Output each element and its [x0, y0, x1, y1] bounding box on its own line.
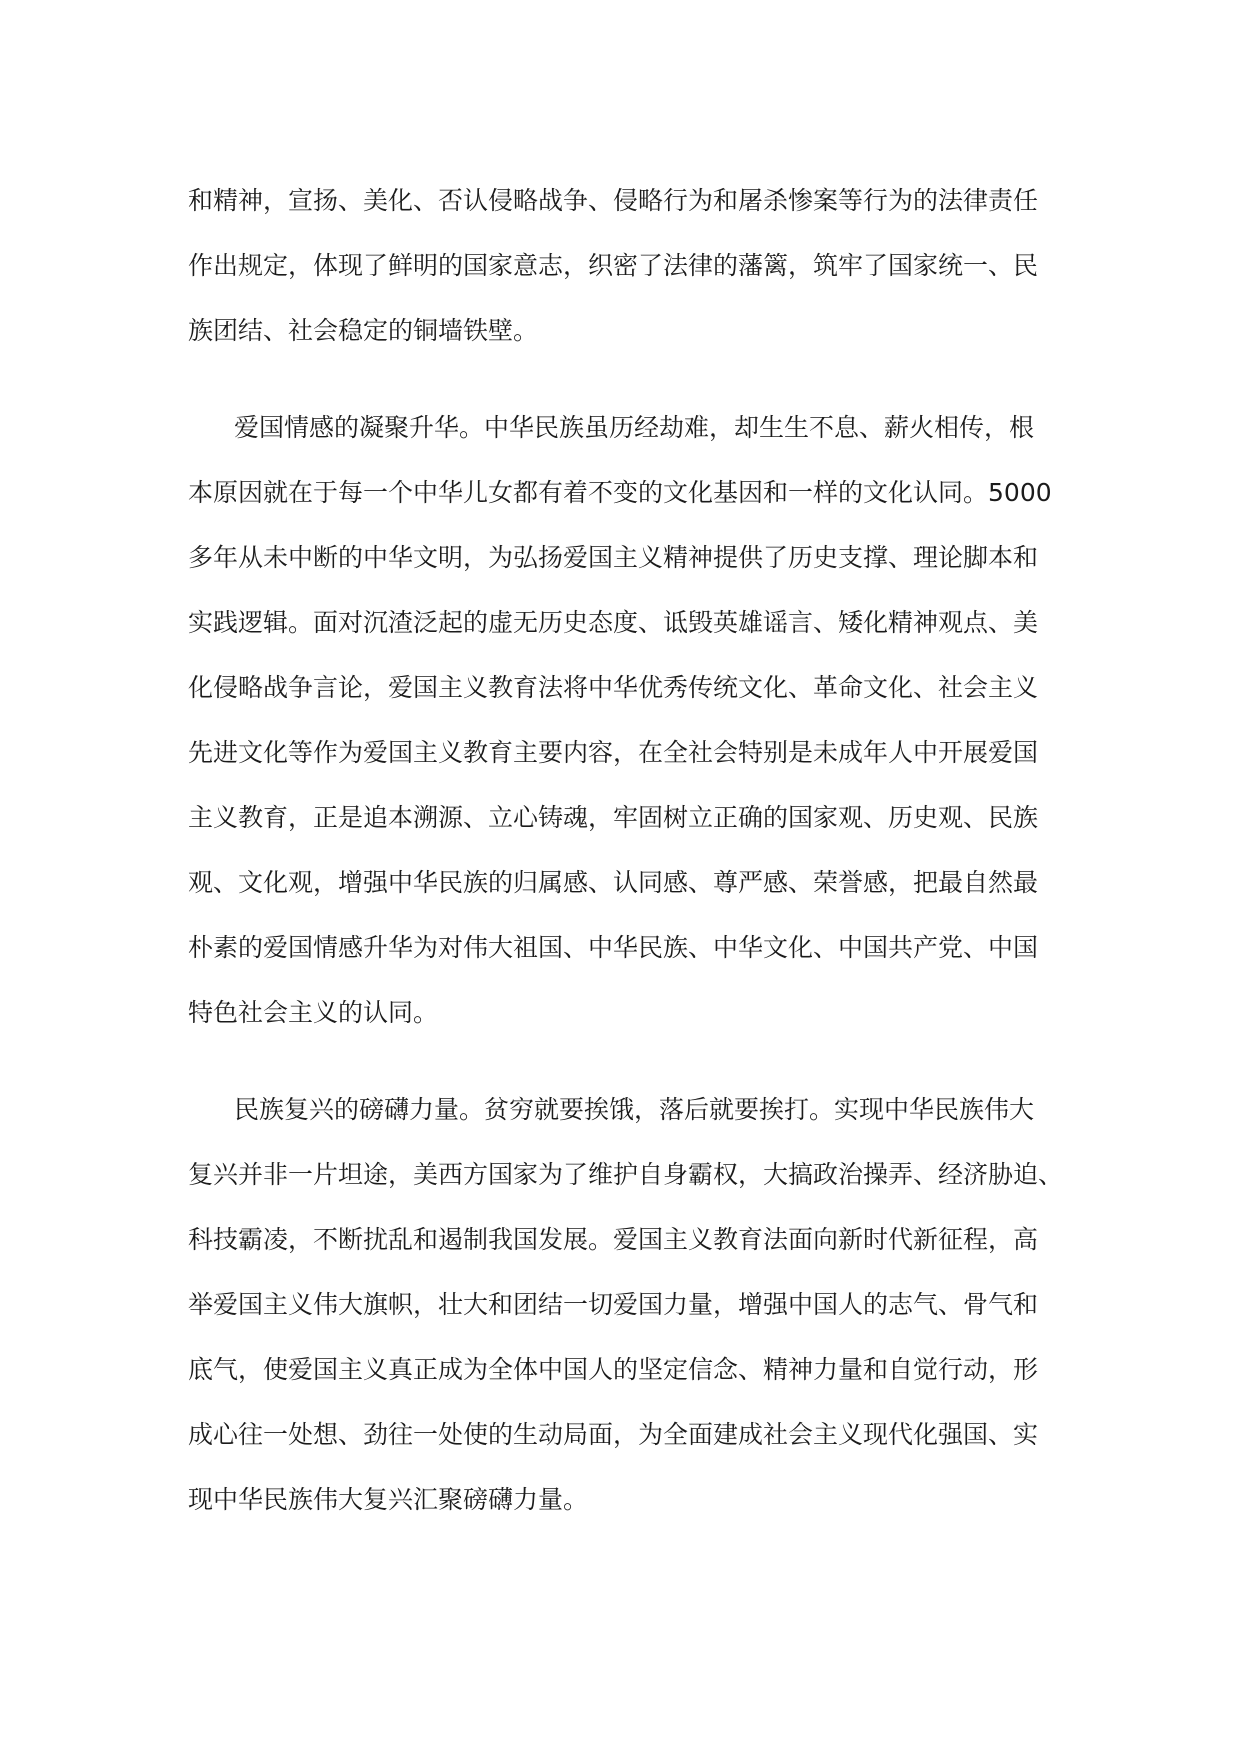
paragraph-line: 先进文化等作为爱国主义教育主要内容，在全社会特别是未成年人中开展爱国 — [188, 738, 1039, 767]
paragraph-line: 作出规定，体现了鲜明的国家意志，织密了法律的藩篱，筑牢了国家统一、民 — [188, 251, 1039, 280]
paragraph-line: 成心往一处想、劲往一处使的生动局面，为全面建成社会主义现代化强国、实 — [188, 1420, 1039, 1449]
paragraph-line: 多年从未中断的中华文明，为弘扬爱国主义精神提供了历史支撑、理论脚本和 — [188, 543, 1039, 572]
paragraph-line: 民族复兴的磅礴力量。贫穷就要挨饿，落后就要挨打。实现中华民族伟大 — [234, 1095, 1035, 1124]
paragraph-2 — [188, 395, 1068, 1045]
paragraph-spacing — [188, 1045, 1068, 1077]
paragraph-line: 族团结、社会稳定的铜墙铁壁。 — [188, 316, 539, 345]
paragraph-line: 本原因就在于每一个中华儿女都有着不变的文化基因和一样的文化认同。5000 — [188, 478, 1052, 507]
paragraph-spacing — [188, 363, 1068, 395]
paragraph-3 — [188, 1077, 1068, 1532]
paragraph-line: 举爱国主义伟大旗帜，壮大和团结一切爱国力量，增强中国人的志气、骨气和 — [188, 1290, 1039, 1319]
paragraph-line: 主义教育，正是追本溯源、立心铸魂，牢固树立正确的国家观、历史观、民族 — [188, 803, 1039, 832]
paragraph-line: 观、文化观，增强中华民族的归属感、认同感、尊严感、荣誉感，把最自然最 — [188, 868, 1039, 897]
paragraph-line: 特色社会主义的认同。 — [188, 998, 439, 1027]
paragraph-line: 复兴并非一片坦途，美西方国家为了维护自身霸权，大搞政治操弄、经济胁迫、 — [188, 1160, 1064, 1189]
document-body — [188, 168, 1068, 1532]
paragraph-1 — [188, 168, 1068, 363]
paragraph-line: 底气，使爱国主义真正成为全体中国人的坚定信念、精神力量和自觉行动，形 — [188, 1355, 1039, 1384]
paragraph-line: 爱国情感的凝聚升华。中华民族虽历经劫难，却生生不息、薪火相传，根 — [234, 413, 1035, 442]
paragraph-line: 朴素的爱国情感升华为对伟大祖国、中华民族、中华文化、中国共产党、中国 — [188, 933, 1039, 962]
paragraph-line: 化侵略战争言论，爱国主义教育法将中华优秀传统文化、革命文化、社会主义 — [188, 673, 1039, 702]
paragraph-line: 现中华民族伟大复兴汇聚磅礴力量。 — [188, 1485, 589, 1514]
paragraph-line: 和精神，宣扬、美化、否认侵略战争、侵略行为和屠杀惨案等行为的法律责任 — [188, 186, 1039, 215]
paragraph-line: 科技霸凌，不断扰乱和遏制我国发展。爱国主义教育法面向新时代新征程，高 — [188, 1225, 1039, 1254]
paragraph-line: 实践逻辑。面对沉渣泛起的虚无历史态度、诋毁英雄谣言、矮化精神观点、美 — [188, 608, 1039, 637]
